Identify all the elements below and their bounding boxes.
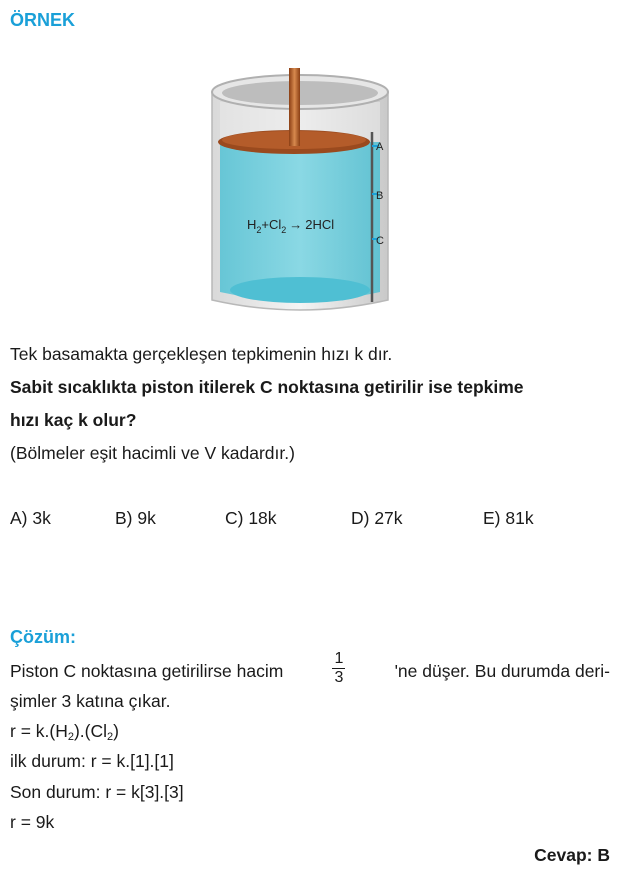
mark-c: C (376, 235, 384, 247)
one-third-fraction: $\frac{1}{3}$ (334, 650, 344, 686)
reaction-equation: $H_2+Cl_2 \to 2HCl$ (247, 217, 335, 235)
solution-line-2: şimler 3 katına çıkar. (10, 691, 171, 711)
question-line-1: Tek basamakta gerçekleşen tepkimenin hızı k dır. (10, 344, 393, 364)
piston-rod (289, 68, 300, 146)
question-note: (Bölmeler eşit hacimli ve V kadardır.) (10, 443, 295, 463)
mark-b: B (376, 190, 384, 202)
choice-d[interactable]: D) 27k (351, 508, 403, 528)
solution-line-1: Piston C noktasına getirilirse hacim $\frac{1}{3}$ 'ne düşer. Bu durumda deri- (10, 650, 610, 686)
final-state: Son durum: r = k[3].[3] (10, 782, 184, 802)
initial-state: ilk durum: r = k.[1].[1] (10, 751, 174, 771)
question-line-2: Sabit sıcaklıkta piston itilerek C noktasına getirilir ise tepkime (10, 377, 524, 397)
choice-b[interactable]: B) 9k (115, 508, 156, 528)
result: r = 9k (10, 812, 55, 832)
question-line-3: hızı kaç k olur? (10, 410, 137, 430)
choice-e[interactable]: E) 81k (483, 508, 534, 528)
mark-a: A (376, 141, 384, 153)
solution-heading: Çözüm: (10, 627, 76, 647)
answer: Cevap: B (534, 845, 610, 865)
rate-law: $r = k.(H_2).(Cl_2)$ (10, 721, 119, 743)
choice-a[interactable]: A) 3k (10, 508, 51, 528)
cylinder-piston-diagram (200, 62, 400, 322)
example-heading: ÖRNEK (10, 10, 76, 30)
cylinder-bottom (230, 277, 370, 303)
choice-c[interactable]: C) 18k (225, 508, 277, 528)
